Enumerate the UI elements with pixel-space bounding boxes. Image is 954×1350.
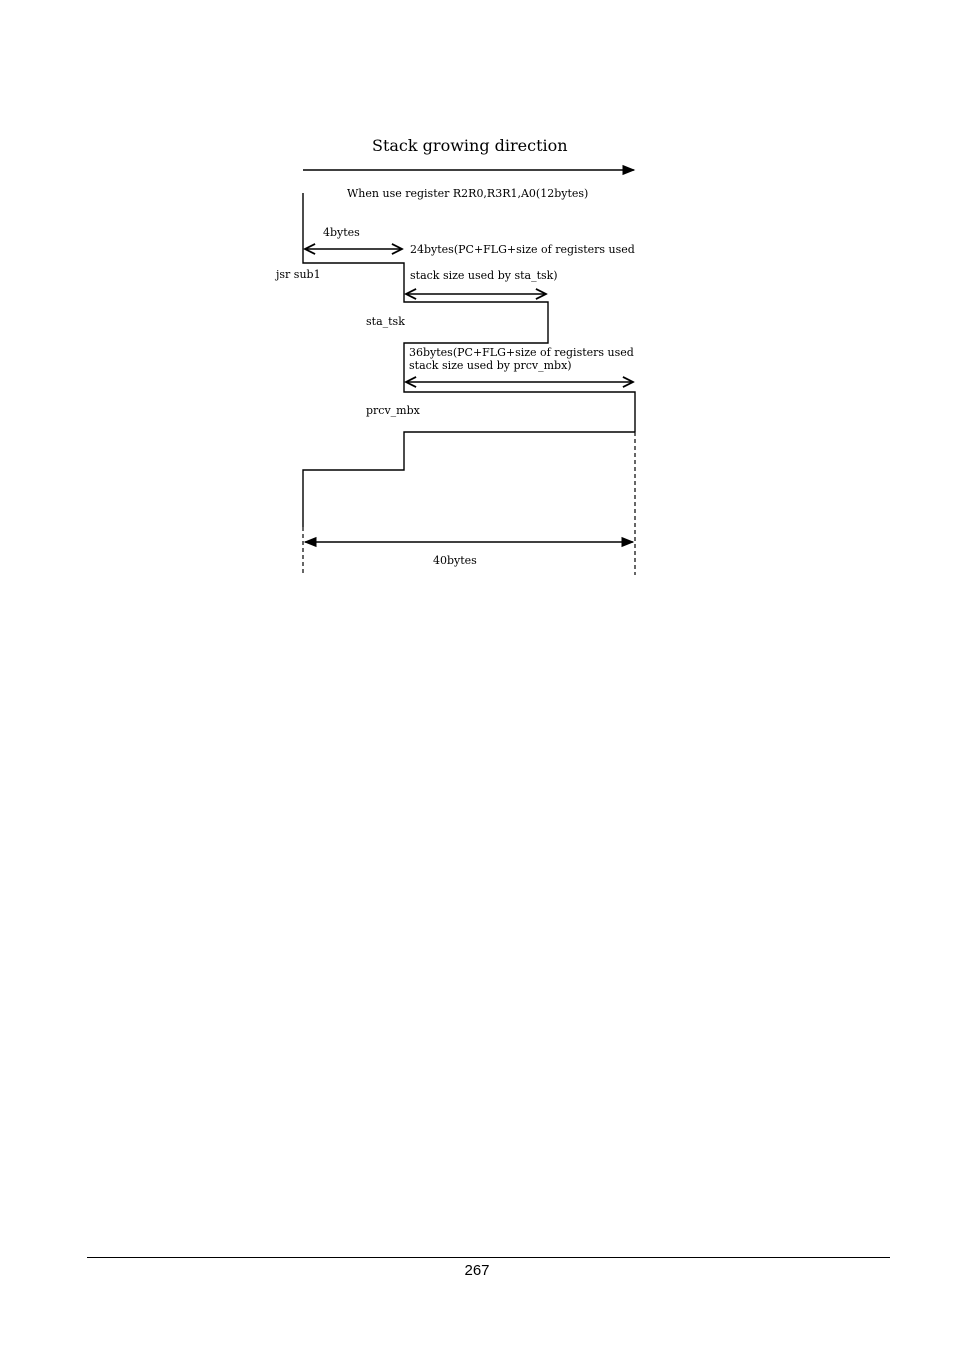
size-total-label: 40bytes (433, 554, 477, 567)
page-number: 267 (464, 1262, 490, 1279)
call-prcv-mbx-label: prcv_mbx (366, 404, 420, 417)
size-24-label-line1: 24bytes(PC+FLG+size of registers used (410, 243, 635, 256)
size-4-label: 4bytes (323, 226, 360, 239)
footer-rule (87, 1257, 890, 1258)
call-jsr-label: jsr sub1 (276, 268, 321, 281)
call-sta-tsk-label: sta_tsk (366, 315, 405, 328)
diagram-title: Stack growing direction (372, 136, 568, 155)
register-note: When use register R2R0,R3R1,A0(12bytes) (347, 187, 589, 200)
size-36-label-line1: 36bytes(PC+FLG+size of registers used (409, 346, 634, 359)
size-36-label-line2: stack size used by prcv_mbx) (409, 359, 572, 372)
size-24-label-line2: stack size used by sta_tsk) (410, 269, 558, 282)
stack-profile-lower (303, 432, 635, 527)
